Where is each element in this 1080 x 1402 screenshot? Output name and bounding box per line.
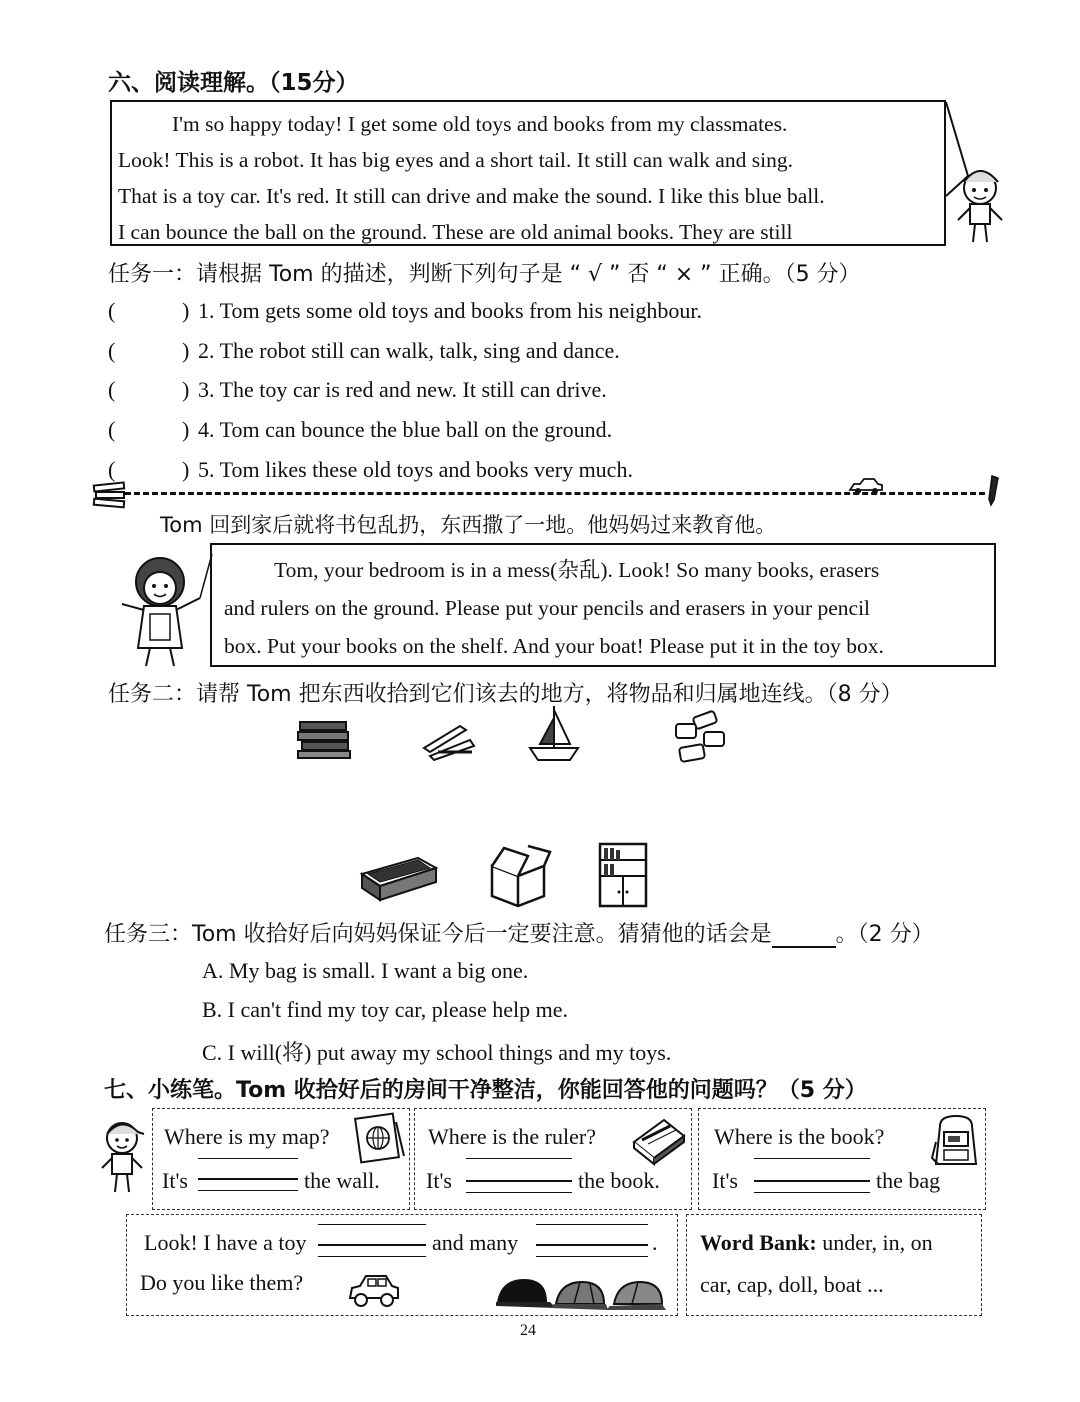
answer-guide-line: [466, 1158, 572, 1159]
mom-illustration: [108, 548, 216, 672]
answer-guide-line: [318, 1224, 426, 1225]
speech-line: and rulers on the ground. Please put your pencils and erasers in your pencil: [224, 596, 871, 620]
answer-paren-open[interactable]: (: [108, 298, 116, 323]
write-line-2: Do you like them?: [140, 1270, 304, 1295]
answer-start: It's: [426, 1168, 452, 1193]
pencil-box-icon[interactable]: [358, 852, 440, 904]
task2-instruction: 任务二：请帮 Tom 把东西收拾到它们该去的地方，将物品和归属地连线。（8 分）: [108, 682, 903, 707]
write-line-1b: and many: [432, 1230, 519, 1255]
write-line-end: .: [652, 1230, 658, 1255]
pencils-icon[interactable]: [420, 718, 478, 758]
write-line-1a: Look! I have a toy: [144, 1230, 307, 1255]
answer-end: the wall.: [304, 1168, 380, 1193]
answer-paren-open[interactable]: (: [108, 377, 116, 402]
speech-line: Tom, your bedroom is in a mess(杂乱). Look! So many books, erasers: [274, 558, 880, 582]
answer-guide-line: [536, 1224, 648, 1225]
task3-score: 。（2 分）: [835, 922, 934, 947]
passage-line: Look! This is a robot. It has big eyes and a short tail. It still can walk and sing.: [118, 148, 793, 172]
answer-paren-open[interactable]: (: [108, 417, 116, 442]
answer-guide-line: [754, 1192, 870, 1193]
tf-statement: 1. Tom gets some old toys and books from his neighbour.: [198, 298, 703, 323]
answer-line[interactable]: [536, 1244, 648, 1246]
answer-line[interactable]: [198, 1178, 298, 1180]
answer-start: It's: [712, 1168, 738, 1193]
choice-option-c[interactable]: C. I will(将) put away my school things and my toys.: [202, 1040, 672, 1065]
tf-statement: 4. Tom can bounce the blue ball on the ground.: [198, 417, 613, 442]
book-stack-icon: [92, 480, 128, 510]
word-bank-line-2: car, cap, doll, boat ...: [700, 1272, 884, 1297]
word-bank-words: under, in, on: [822, 1230, 933, 1255]
mom-speech-box: [210, 543, 996, 667]
task3-instruction: [104, 917, 934, 948]
word-bank-line-1: [700, 1230, 933, 1256]
tf-statement: 2. The robot still can walk, talk, sing and dance.: [198, 338, 620, 363]
question-text: Where is the ruler?: [428, 1124, 596, 1149]
answer-start: It's: [162, 1168, 188, 1193]
tf-statement: 5. Tom likes these old toys and books very much.: [198, 457, 633, 482]
toy-car-icon: [848, 476, 884, 496]
books-icon[interactable]: [296, 720, 354, 760]
task3-instruction-text: 任务三：Tom 收拾好后向妈妈保证今后一定要注意。猜猜他的话会是: [104, 922, 772, 947]
word-bank-label: Word Bank:: [700, 1230, 817, 1255]
passage-line: I'm so happy today! I get some old toys and books from my classmates.: [172, 112, 788, 136]
question-text: Where is my map?: [164, 1124, 330, 1149]
reading-passage: [110, 100, 946, 246]
map-icon: [352, 1112, 408, 1164]
tom-boy-illustration: [98, 1116, 152, 1196]
answer-paren-open[interactable]: (: [108, 457, 116, 482]
answer-guide-line: [318, 1256, 426, 1257]
question-text: Where is the book?: [714, 1124, 885, 1149]
ruler-on-book-icon: [630, 1114, 688, 1164]
section6-heading: 六、阅读理解。（15分）: [108, 70, 359, 96]
caps-icon: [494, 1274, 670, 1314]
answer-guide-line: [536, 1256, 648, 1257]
answer-end: the book.: [578, 1168, 660, 1193]
answer-paren-close: ): [182, 377, 190, 402]
speech-line: box. Put your books on the shelf. And your boat! Please put it in the toy box.: [224, 634, 884, 658]
section7-heading: 七、小练笔。Tom 收拾好后的房间干净整洁，你能回答他的问题吗？（5 分）: [104, 1078, 867, 1103]
answer-guide-line: [198, 1190, 298, 1191]
answer-paren-close: ): [182, 417, 190, 442]
answer-guide-line: [466, 1192, 572, 1193]
answer-paren-close: ): [182, 338, 190, 363]
answer-paren-open[interactable]: (: [108, 338, 116, 363]
erasers-icon[interactable]: [670, 710, 730, 766]
answer-line[interactable]: [318, 1244, 426, 1246]
choice-option-b[interactable]: B. I can't find my toy car, please help me.: [202, 997, 568, 1022]
toy-box-icon[interactable]: [484, 842, 554, 908]
passage-line: I can bounce the ball on the ground. These are old animal books. They are still: [118, 220, 793, 244]
page-number: 24: [520, 1322, 536, 1339]
choice-option-a[interactable]: A. My bag is small. I want a big one.: [202, 958, 529, 983]
toy-car-icon: [346, 1272, 402, 1310]
passage-line: That is a toy car. It's red. It still can drive and make the sound. I like this blue ball.: [118, 184, 825, 208]
answer-guide-line: [754, 1158, 870, 1159]
pencil-icon: [986, 474, 1002, 508]
tf-statement: 3. The toy car is red and new. It still can drive.: [198, 377, 607, 402]
boat-icon[interactable]: [528, 704, 582, 764]
answer-end: the bag: [876, 1168, 941, 1193]
answer-line[interactable]: [466, 1180, 572, 1182]
shelf-icon[interactable]: [598, 842, 648, 908]
answer-line[interactable]: [754, 1180, 870, 1182]
answer-paren-close: ): [182, 298, 190, 323]
tom-boy-illustration: [940, 96, 1010, 256]
answer-blank[interactable]: [772, 926, 836, 948]
answer-guide-line: [198, 1158, 298, 1159]
task1-instruction: 任务一：请根据 Tom 的描述，判断下列句子是 “ √ ” 否 “ × ” 正确。（5 分）: [108, 262, 861, 287]
story-intro: Tom 回到家后就将书包乱扔，东西撒了一地。他妈妈过来教育他。: [160, 513, 777, 537]
answer-paren-close: ): [182, 457, 190, 482]
schoolbag-icon: [930, 1112, 984, 1168]
